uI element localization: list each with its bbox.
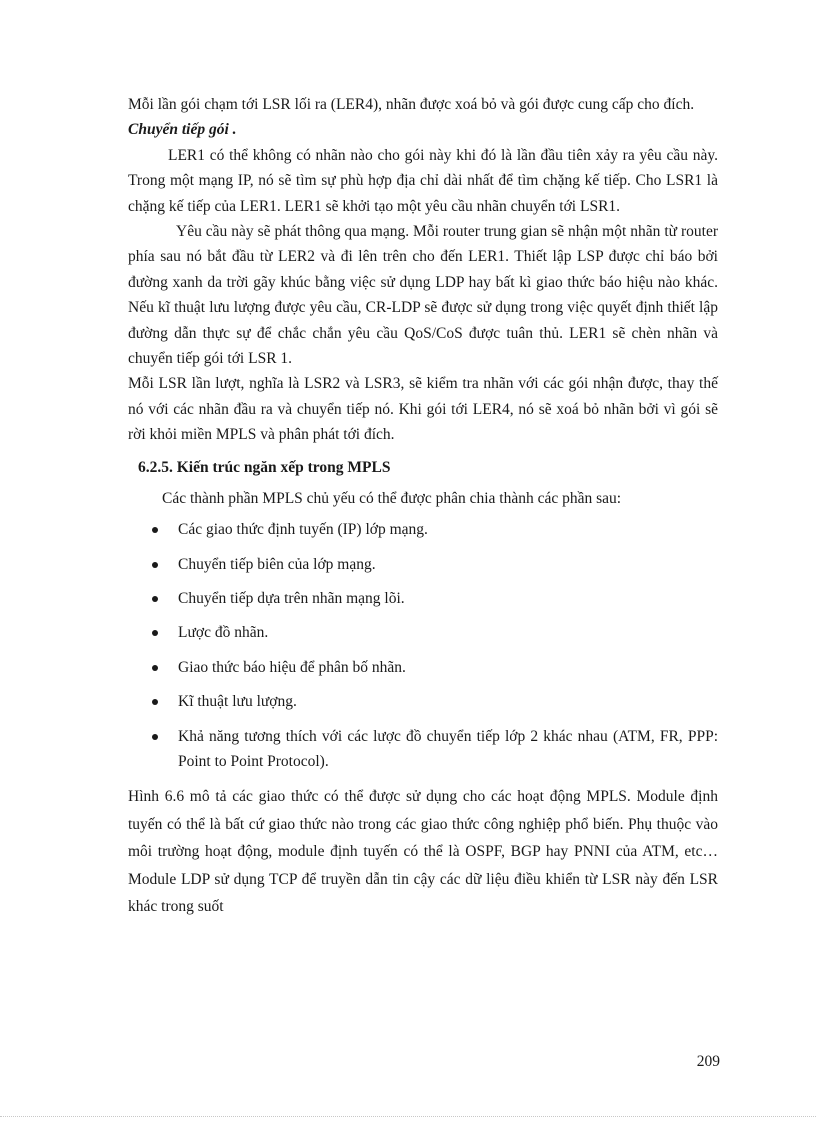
- bullet-icon: [152, 527, 158, 533]
- list-item: Khả năng tương thích với các lược đồ chuyển tiếp lớp 2 khác nhau (ATM, FR, PPP: Point to Point Protocol).: [128, 724, 718, 775]
- bullet-icon: [152, 665, 158, 671]
- section-title: 6.2.5. Kiến trúc ngăn xếp trong MPLS: [138, 458, 391, 476]
- bullet-icon: [152, 699, 158, 705]
- paragraph-egress: Mỗi lần gói chạm tới LSR lối ra (LER4), nhãn được xoá bỏ và gói được cung cấp cho đích.: [128, 96, 695, 113]
- bullet-icon: [152, 734, 158, 740]
- bullet-icon: [152, 596, 158, 602]
- list-item: Chuyển tiếp biên của lớp mạng.: [128, 552, 718, 577]
- paragraph-figure-6-6: Hình 6.6 mô tả các giao thức có thể được sử dụng cho các hoạt động MPLS. Module định tuyến có thể là bất cứ giao thức nào trong các giao thức công nghiệp phổ biến. Phụ thuộc vào môi trường hoạt động, module định tuyến có thể là OSPF, BGP hay PNNI của ATM, etc…Module LDP sử dụng TCP để truyền dẫn tin cậy các dữ liệu điều khiển từ LSR này đến LSR khác trong suốt: [128, 788, 718, 916]
- bullet-icon: [152, 562, 158, 568]
- bullet-icon: [152, 630, 158, 636]
- paragraph-request: Yêu cầu này sẽ phát thông qua mạng. Mỗi router trung gian sẽ nhận một nhãn từ router phía sau nó bắt đầu từ LER2 và đi lên trên cho đến LER1. Thiết lập LSP được chỉ báo bởi đường xanh da trời gãy khúc bằng việc sử dụng LDP hay bất kì giao thức báo hiệu nào khác. Nếu kĩ thuật lưu lượng được yêu cầu, CR-LDP sẽ được sử dụng trong việc quyết định thiết lập đường dẫn thực sự để chắc chắn yêu cầu QoS/CoS được tuân thủ. LER1 sẽ chèn nhãn và chuyển tiếp gói tới LSR 1.: [128, 223, 718, 368]
- list-item: Các giao thức định tuyến (IP) lớp mạng.: [128, 517, 718, 542]
- list-item: Lược đồ nhãn.: [128, 620, 718, 645]
- heading-packet-forwarding: Chuyển tiếp gói .: [128, 121, 237, 139]
- document-page: [128, 92, 718, 921]
- list-item: Kĩ thuật lưu lượng.: [128, 689, 718, 714]
- page-number: 209: [696, 1053, 720, 1070]
- list-item: Chuyển tiếp dựa trên nhãn mạng lõi.: [128, 586, 718, 611]
- list-item: Giao thức báo hiệu để phân bố nhãn.: [128, 655, 718, 680]
- page-bottom-divider: [0, 1116, 816, 1117]
- section-lead: Các thành phần MPLS chủ yếu có thể được phân chia thành các phần sau:: [162, 489, 622, 507]
- paragraph-ler1: LER1 có thể không có nhãn nào cho gói này khi đó là lần đầu tiên xảy ra yêu cầu này. Trong một mạng IP, nó sẽ tìm sự phù hợp địa chỉ dài nhất để tìm chặng kế tiếp. Cho LSR1 là chặng kế tiếp của LER1. LER1 sẽ khởi tạo một yêu cầu nhãn chuyển tới LSR1.: [128, 146, 718, 215]
- component-list: [128, 517, 718, 774]
- paragraph-lsr-swap: Mỗi LSR lần lượt, nghĩa là LSR2 và LSR3, sẽ kiểm tra nhãn với các gói nhận được, thay thế nó với các nhãn đầu ra và chuyển tiếp nó. Khi gói tới LER4, nó sẽ xoá bỏ nhãn bởi vì gói sẽ rời khỏi miền MPLS và phân phát tới đích.: [128, 375, 718, 444]
